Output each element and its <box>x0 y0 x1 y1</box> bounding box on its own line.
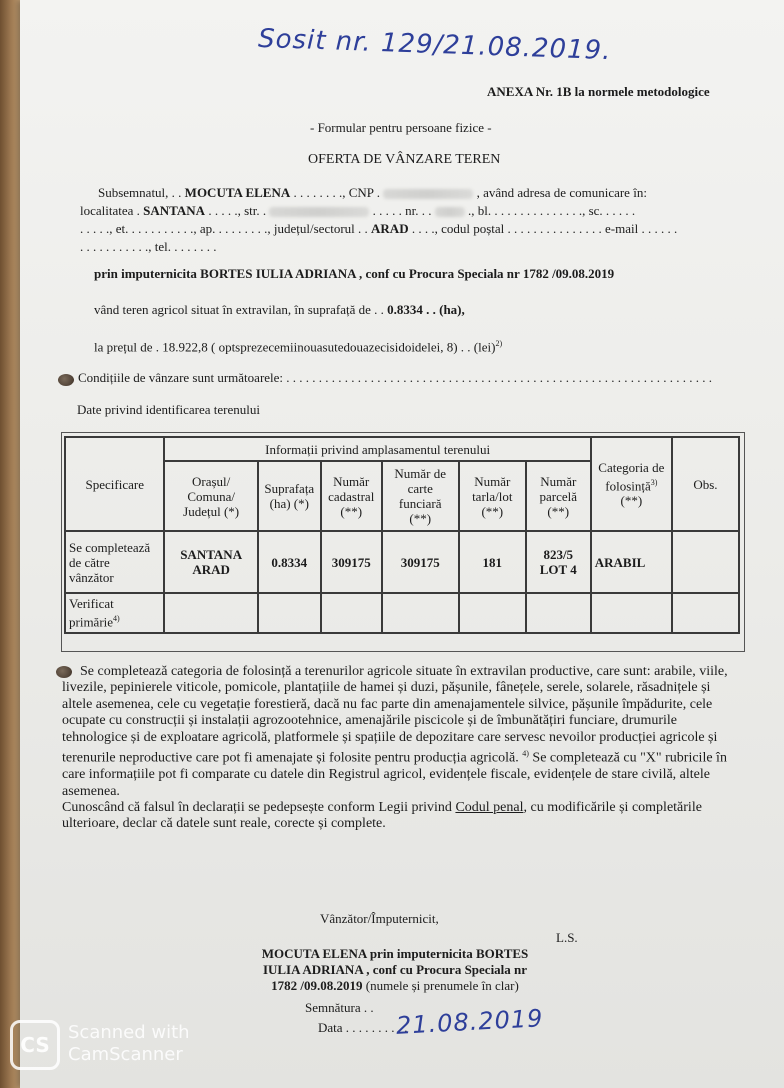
oras-line-2: Comuna/ <box>187 488 235 504</box>
price-in-words: ( optsprezecemiinouasutedouazecisidoidelei, 8) <box>210 339 458 355</box>
oras-line-3: Județul (*) <box>183 503 240 519</box>
desk-edge <box>0 0 22 1088</box>
seller-name: MOCUTA ELENA <box>184 185 291 200</box>
area-value: 0.8334 <box>387 302 423 317</box>
empty-cell <box>382 593 459 633</box>
conditions-line: Condițiile de vânzare sunt următoarele: . . . . . . . . . . . . . . . . . . . . . . . . . . . . . . . . . . . . . . . . . . . . . . . . . . . . . . . . . . . . . . . . . . <box>78 370 713 385</box>
price-line <box>94 336 502 355</box>
empty-cell <box>258 593 321 633</box>
cadastral-line-1: Număr <box>333 473 370 489</box>
signature-name-line-1: MOCUTA ELENA prin imputernicita BORTES <box>261 946 529 961</box>
locality-label: localitatea . <box>80 203 140 218</box>
cell-obs <box>672 531 739 593</box>
parcela-line-2: parcelă <box>539 488 578 504</box>
signature-name-line-3: 1782 /09.08.2019 <box>271 978 363 993</box>
cadastral-line-2: cadastral <box>328 488 375 504</box>
cell-oras-line-2: ARAD <box>192 562 230 577</box>
form-title: OFERTA DE VÂNZARE TEREN <box>308 152 501 167</box>
price-value: 18.922,8 <box>162 339 208 355</box>
cell-categoria: ARABIL <box>591 531 672 593</box>
header-oras <box>164 461 257 531</box>
empty-cell <box>321 593 382 633</box>
header-carte-funciara <box>382 461 459 531</box>
identity-prefix: Subsemnatul, . . <box>98 185 182 200</box>
suprafata-line-1: Suprafața <box>264 481 315 496</box>
county-label: . . . . ., et. . . . . . . . . . ., ap. . . . . . . . ., județul/sectorul . . <box>80 221 368 236</box>
camscanner-watermark <box>68 1022 190 1066</box>
row1-label-line-1: Se completează <box>69 539 151 555</box>
row-label-verificat <box>65 593 164 633</box>
proxy-line: prin imputernicita BORTES IULIA ADRIANA , conf cu Procura Speciala nr 1782 /09.08.2019 <box>94 266 615 281</box>
cell-cadastral: 309175 <box>321 531 382 593</box>
redacted-street <box>269 207 369 217</box>
categoria-footnote: 3) <box>650 477 658 487</box>
identity-line-3 <box>80 221 677 237</box>
camscanner-logo: CS <box>10 1020 60 1070</box>
price-label: la prețul de . <box>94 339 159 355</box>
table-row-seller <box>65 531 739 593</box>
block-label: ., bl. . . . . . . . . . . . . . ., sc. . . . . . <box>467 203 636 218</box>
area-line <box>94 302 465 318</box>
empty-cell <box>164 593 257 633</box>
empty-cell <box>459 593 526 633</box>
row2-label-line-1: Verificat <box>69 596 114 612</box>
parcela-line-1: Număr <box>540 473 577 489</box>
header-cadastral <box>321 461 382 531</box>
carte-line-2: carte <box>407 481 433 496</box>
header-categoria <box>591 437 672 531</box>
notes-paragraph <box>62 664 742 800</box>
handwritten-date: 21.08.2019 <box>395 1004 545 1040</box>
carte-line-3: funciară <box>398 496 442 511</box>
identity-line-4: . . . . . . . . . . ., tel. . . . . . . . <box>80 239 217 254</box>
table-row-verificat <box>65 593 739 633</box>
signature-label: Semnătura . . <box>305 1000 374 1015</box>
row2-label-line-2: primărie <box>69 614 114 630</box>
header-tarla <box>459 461 526 531</box>
row-label-seller <box>65 531 164 593</box>
row1-label-line-2: de către <box>69 554 110 570</box>
price-footnote: 2) <box>495 339 503 348</box>
county-value: ARAD <box>371 221 409 236</box>
notes-footnote: 4) <box>522 749 529 759</box>
notes-text: Se completează categoria de folosință a terenurilor agricole situate în extravilan productive, care sunt: arabile, viile, livezile, pepinierele viticole, pomicole, plantațiile de hamei și duzi, pășunile, fânețele, serele, solarele, răsadnițele și altele asemenea, cele cu vegetație forestieră, dacă nu fac parte din amenajamentele silvice, pășunile împădurite, cele ocupate cu construcții și instalații agrozootehnice, amenajările piscicole și de îmbunătățiri funciare, drumurile tehnologice și de exploatare agricolă, platformele și spațiile de depozitare care servesc nevoilor producției agricole și terenurile neproductive care pot fi amenajate și folosite pentru producția agricolă. <box>62 664 728 766</box>
header-location-group: Informații privind amplasamentul terenului <box>164 437 590 461</box>
empty-cell <box>526 593 591 633</box>
declaration-prefix: Cunoscând că falsul în declarații se pedepsește conform Legii privind <box>62 800 452 815</box>
redacted-number <box>435 207 465 217</box>
carte-line-4: (**) <box>409 511 432 526</box>
signature-names <box>230 946 560 994</box>
suprafata-line-2: (ha) (*) <box>269 496 309 511</box>
land-identification-table <box>64 436 740 634</box>
area-unit: . . (ha), <box>426 302 465 317</box>
empty-cell <box>591 593 672 633</box>
parcela-line-3: (**) <box>547 503 570 519</box>
signature-role: Vânzător/Împuternicit, <box>320 911 439 926</box>
carte-line-1: Număr de <box>394 466 447 481</box>
watermark-line-1: Scanned with <box>68 1022 190 1043</box>
identity-address-label: , având adresa de comunicare în: <box>476 185 647 200</box>
tarla-line-1: Număr <box>474 473 511 489</box>
cell-parcela-line-1: 823/5 <box>543 547 574 562</box>
number-label: . . . . . nr. . . <box>372 203 432 218</box>
cell-parcela-line-2: LOT 4 <box>539 562 577 577</box>
notes-text-2: Se completează cu "X" rubricile în care informațiile pot fi comparate cu datele din Registrul agricol, evidențele fiscale, evidențele de stare civilă, altele asemenea. <box>62 750 727 799</box>
postal-email-label: . . . ., codul poștal . . . . . . . . . . . . . . . e-mail . . . . . . <box>411 221 678 236</box>
cell-oras-line-1: SANTANA <box>180 547 243 562</box>
area-label: vând teren agricol situat în extravilan, în suprafață de . . <box>94 302 384 317</box>
declaration-paragraph <box>62 800 742 833</box>
form-subtitle: - Formular pentru persoane fizice - <box>310 120 492 135</box>
annex-title: ANEXA Nr. 1B la normele metodologice <box>487 84 710 99</box>
identity-line-1 <box>98 185 647 201</box>
identity-line-2 <box>80 203 635 219</box>
declaration-suffix: , cu modificările și completările ulterioare, declar că datele sunt reale, corecte și complete. <box>62 800 702 832</box>
cell-carte-funciara: 309175 <box>382 531 459 593</box>
redacted-cnp <box>383 189 473 199</box>
locality-value: SANTANA <box>143 203 206 218</box>
bullet-mark-1 <box>58 374 74 386</box>
date-label: Data . . . . . . . . . . <box>318 1020 408 1035</box>
categoria-line-2: folosință <box>605 478 651 494</box>
header-obs: Obs. <box>672 437 739 531</box>
cell-tarla: 181 <box>459 531 526 593</box>
header-suprafata <box>258 461 321 531</box>
categoria-line-3: (**) <box>620 493 643 509</box>
identity-cnp-label: . . . . . . . ., CNP . <box>293 185 381 200</box>
cell-parcela <box>526 531 591 593</box>
ls-mark: L.S. <box>556 930 578 945</box>
price-unit: . . (lei) <box>460 339 496 355</box>
cadastral-line-3: (**) <box>340 503 363 519</box>
header-specificare: Specificare <box>65 437 164 531</box>
handwritten-registration-number: Sosit nr. 129/21.08.2019. <box>257 23 612 67</box>
empty-cell <box>672 593 739 633</box>
cell-oras <box>164 531 257 593</box>
cell-suprafata: 0.8334 <box>258 531 321 593</box>
header-parcela <box>526 461 591 531</box>
signature-name-hint: (numele și prenumele în clar) <box>365 978 519 993</box>
street-label: . . . . ., str. . <box>208 203 267 218</box>
watermark-line-2: CamScanner <box>68 1044 183 1065</box>
row1-label-line-3: vânzător <box>69 569 114 585</box>
identification-heading: Date privind identificarea terenului <box>77 402 261 417</box>
signature-name-line-2: IULIA ADRIANA , conf cu Procura Speciala nr <box>262 962 528 977</box>
tarla-line-3: (**) <box>481 503 504 519</box>
tarla-line-2: tarla/lot <box>472 488 513 504</box>
row2-footnote: 4) <box>113 614 120 624</box>
categoria-line-1: Categoria de <box>598 459 665 475</box>
oras-line-1: Orașul/ <box>192 473 231 489</box>
declaration-law: Codul penal <box>455 800 524 815</box>
